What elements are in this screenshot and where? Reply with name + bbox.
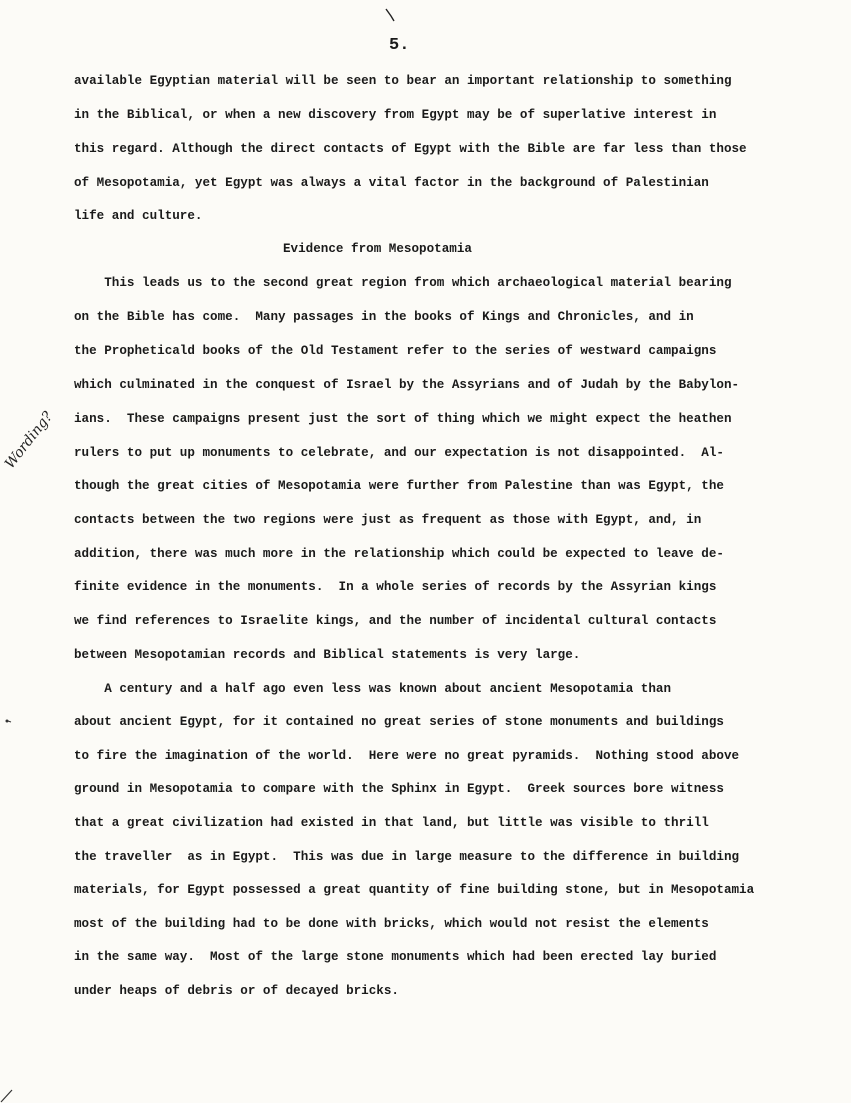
pencil-dot-mark: [4, 718, 12, 724]
text-line: in the same way. Most of the large stone monuments which had been erected lay buried: [74, 950, 717, 964]
text-line: life and culture.: [74, 209, 203, 223]
text-line: this regard. Although the direct contacts of Egypt with the Bible are far less than those: [74, 142, 747, 156]
text-line: This leads us to the second great region from which archaeological material bearing: [74, 276, 732, 290]
text-line: between Mesopotamian records and Biblical statements is very large.: [74, 648, 581, 662]
text-line: to fire the imagination of the world. Here were no great pyramids. Nothing stood above: [74, 749, 740, 763]
text-line: though the great cities of Mesopotamia were further from Palestine than was Egypt, the: [74, 479, 724, 493]
text-line: the Propheticald books of the Old Testament refer to the series of westward campaigns: [74, 344, 717, 358]
text-line: ground in Mesopotamia to compare with the Sphinx in Egypt. Greek sources bore witness: [74, 782, 724, 796]
text-line: on the Bible has come. Many passages in the books of Kings and Chronicles, and in: [74, 310, 694, 324]
text-line: under heaps of debris or of decayed bricks.: [74, 984, 399, 998]
pencil-corner-mark: [0, 1088, 14, 1103]
text-line: of Mesopotamia, yet Egypt was always a vital factor in the background of Palestinian: [74, 176, 709, 190]
text-line: A century and a half ago even less was known about ancient Mesopotamia than: [74, 682, 672, 696]
text-line: finite evidence in the monuments. In a whole series of records by the Assyrian kings: [74, 580, 717, 594]
text-line: in the Biblical, or when a new discovery from Egypt may be of superlative interest in: [74, 108, 717, 122]
text-line: we find references to Israelite kings, and the number of incidental cultural contacts: [74, 614, 717, 628]
text-line: that a great civilization had existed in that land, but little was visible to thrill: [74, 816, 709, 830]
text-line: materials, for Egypt possessed a great quantity of fine building stone, but in Mesopotamia: [74, 883, 755, 897]
text-line: rulers to put up monuments to celebrate, and our expectation is not disappointed. Al-: [74, 446, 724, 460]
text-line: ians. These campaigns present just the sort of thing which we might expect the heathen: [74, 412, 732, 426]
text-line: addition, there was much more in the relationship which could be expected to leave de-: [74, 547, 724, 561]
handwritten-margin-note: Wording?: [2, 408, 57, 472]
text-line: the traveller as in Egypt. This was due in large measure to the difference in building: [74, 850, 740, 864]
page-number: 5.: [389, 36, 410, 55]
text-line: most of the building had to be done with bricks, which would not resist the elements: [74, 917, 709, 931]
section-heading: Evidence from Mesopotamia: [283, 242, 472, 256]
text-line: about ancient Egypt, for it contained no great series of stone monuments and buildings: [74, 715, 724, 729]
text-line: which culminated in the conquest of Israel by the Assyrians and of Judah by the Babylon-: [74, 378, 740, 392]
text-line: available Egyptian material will be seen to bear an important relationship to something: [74, 74, 732, 88]
pencil-tick-mark: [384, 8, 396, 22]
text-line: contacts between the two regions were just as frequent as those with Egypt, and, in: [74, 513, 702, 527]
